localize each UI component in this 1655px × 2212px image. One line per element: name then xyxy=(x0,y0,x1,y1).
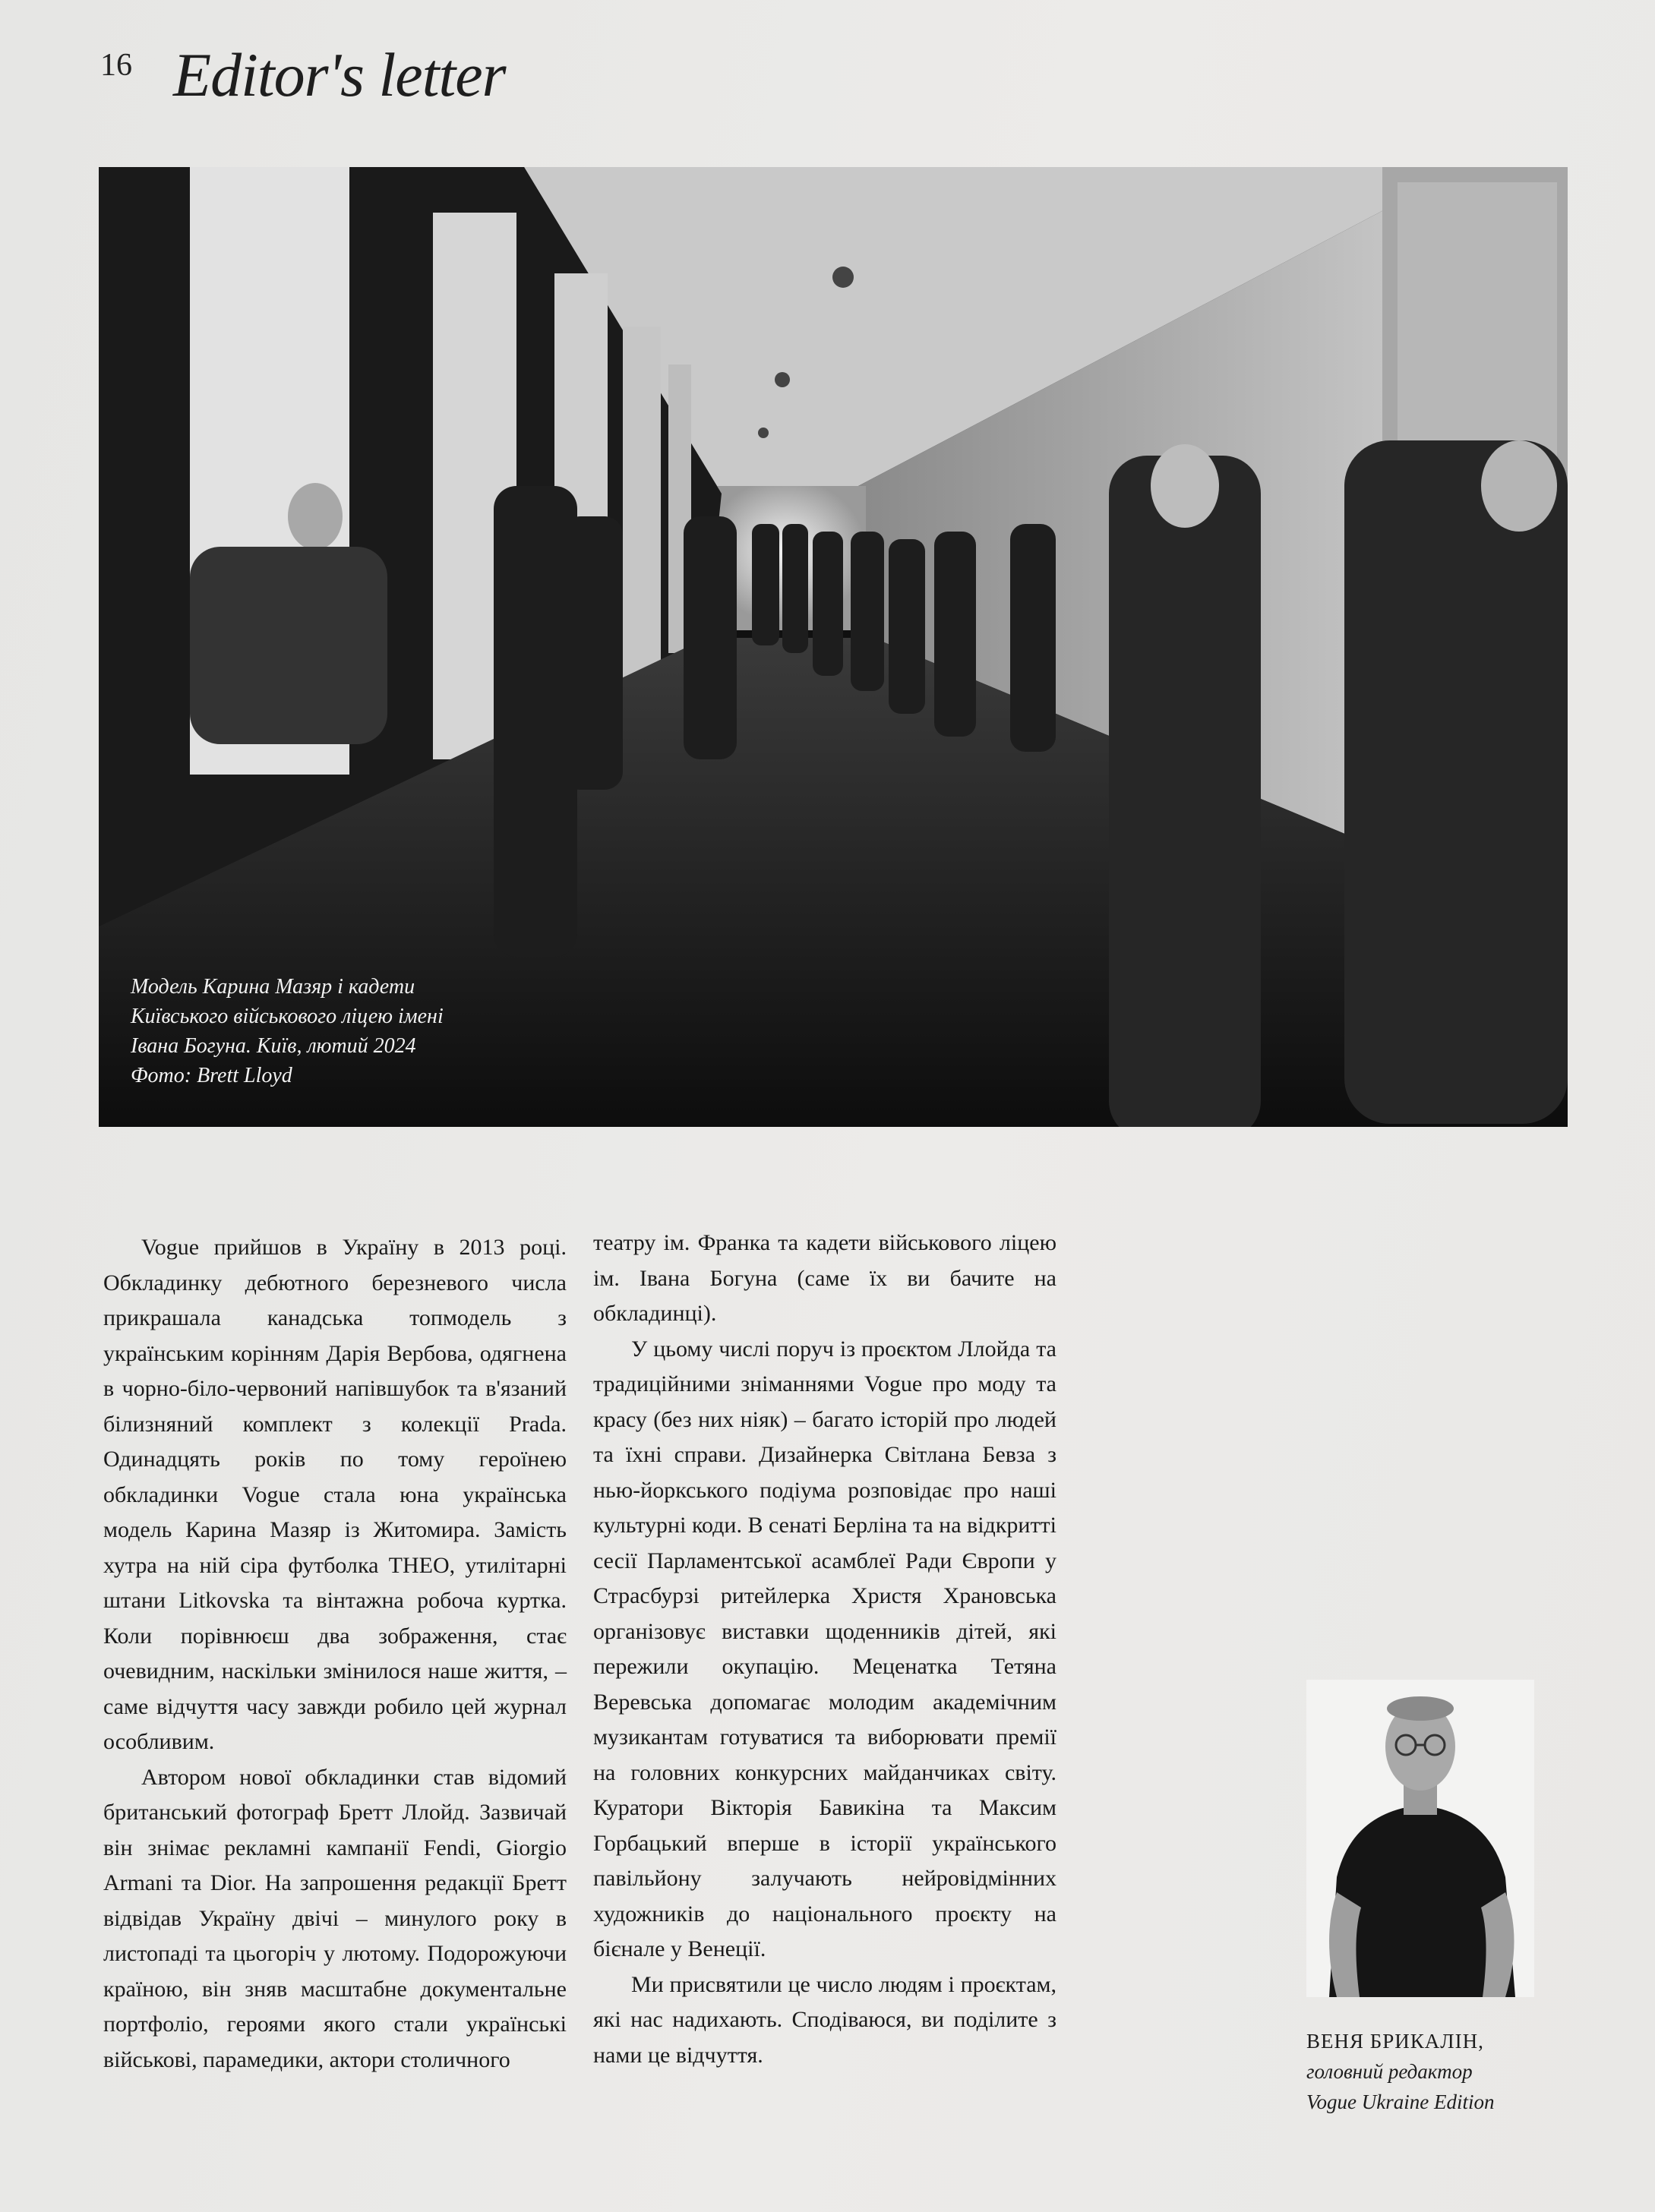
article-paragraph: Автором нової обкладинки став відомий британський фотограф Бретт Ллойд. Зазвичай він знімає рекламні кампанії Fendi, Giorgio Armani та Dior. На запрошення редакції Бретт відвідав Україну двічі – минулого року в листопаді та цьогоріч у лютому. Подорожуючи країною, він зняв масштабне документальне портфоліо, героями якого стали українські військові, парамедики, актори столичного xyxy=(103,1764,567,2072)
editor-portrait xyxy=(1306,1680,1534,1997)
article-paragraph: Vogue прийшов в Україну в 2013 році. Обкладинку дебютного березневого числа прикрашала канадська топмодель з українським корінням Дарія Вербова, одягнена в чорно-біло-червоний напівшубок та в'язаний білизняний комплект з колекції Prada. Одинадцять років по тому героїнею обкладинки Vogue стала юна українська модель Карина Мазяр із Житомира. Замість хутра на ній сіра футболка THEO, утилітарні штани Litkovska та вінтажна робоча куртка. Коли порівнюєш два зображення, стає очевидним, наскільки змінилося наше життя, – саме відчуття часу завжди робило цей журнал особливим. xyxy=(103,1235,567,1754)
editor-publication: Vogue Ukraine Edition xyxy=(1306,2091,1495,2113)
caption-line: Івана Богуна. Київ, лютий 2024 xyxy=(131,1034,416,1058)
editor-portrait-image xyxy=(1306,1680,1534,1997)
hero-photo xyxy=(99,167,1568,1127)
article-column-1 xyxy=(103,1230,567,2078)
page-number: 16 xyxy=(100,48,132,83)
editor-signature xyxy=(1306,2026,1565,2117)
editor-role: головний редактор xyxy=(1306,2060,1473,2083)
article-body xyxy=(103,1230,1334,2126)
section-title: Editor's letter xyxy=(173,40,506,109)
article-paragraph: театру ім. Франка та кадети військового ліцею ім. Івана Богуна (саме їх ви бачите на обкладинці). xyxy=(593,1230,1056,1326)
caption-line: Модель Карина Мазяр і кадети xyxy=(131,975,415,999)
article-column-2 xyxy=(593,1226,1056,2073)
caption-line: Київського військового ліцею імені xyxy=(131,1005,444,1028)
photo-credit: Фото: Brett Lloyd xyxy=(131,1064,292,1087)
article-paragraph: Ми присвятили це число людям і проєктам, які нас надихають. Сподіваюся, ви поділите з нами це відчуття. xyxy=(593,1971,1056,2068)
photo-caption xyxy=(131,972,556,1090)
article-paragraph: У цьому числі поруч із проєктом Ллойда та традиційними зніманнями Vogue про моду та красу (без них ніяк) – багато історій про людей та їхні справи. Дизайнерка Світлана Бевза з нью-йоркського подіума розповідає про наші культурні коди. В сенаті Берліна та на відкритті сесії Парламентської асамблеї Ради Європи у Страсбурзі ритейлерка Христя Храновська організовує виставки щоденників дітей, які пережили окупацію. Меценатка Тетяна Веревська допомагає молодим академічним музикантам готуватися та виборювати премії на головних конкурсних майданчиках світу. Куратори Вікторія Бавикіна та Максим Горбацький вперше в історії українського павільйону залучають нейровідмінних художників до національного проєкту на бієнале у Венеції. xyxy=(593,1336,1056,1961)
editor-name: ВЕНЯ БРИКАЛІН, xyxy=(1306,2030,1484,2053)
